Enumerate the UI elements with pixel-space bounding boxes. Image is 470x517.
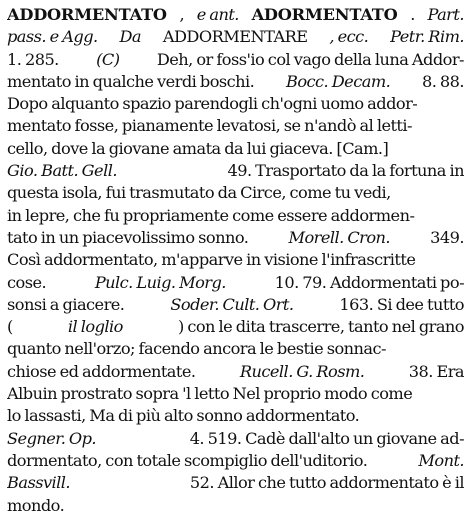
citation-or-gloss: Pulc. Luig. Morg. bbox=[94, 272, 226, 292]
citation-or-gloss: Bassvill. bbox=[7, 473, 71, 493]
text-segment: 4. 519. Cadè dall'alto un giovane ad- bbox=[189, 428, 464, 448]
entry-line bbox=[7, 26, 464, 48]
citation-or-gloss: Petr. Rim. bbox=[390, 27, 464, 47]
citation-or-gloss: Part. bbox=[427, 5, 464, 24]
entry-line bbox=[7, 138, 464, 160]
citation-or-gloss: Da bbox=[119, 27, 141, 47]
entry-line bbox=[7, 4, 464, 26]
text-segment: 8. 88. bbox=[421, 71, 464, 91]
citation-or-gloss: pass. e Agg. bbox=[7, 27, 98, 47]
citation-or-gloss: Bocc. Decam. bbox=[285, 71, 391, 91]
entry-line bbox=[7, 294, 464, 316]
entry-line bbox=[7, 316, 464, 338]
entry-line bbox=[7, 49, 464, 71]
entry-line bbox=[7, 227, 464, 249]
text-segment: 49. Trasportato da la fortuna in bbox=[227, 161, 464, 181]
entry-line bbox=[7, 450, 464, 472]
text-segment: lo lassasti, Ma di più alto sonno addormentato. bbox=[7, 406, 360, 426]
entry-line bbox=[7, 361, 464, 383]
entry-line bbox=[7, 205, 464, 227]
text-segment: , bbox=[179, 5, 185, 24]
citation-or-gloss: Soder. Cult. Ort. bbox=[170, 294, 294, 314]
text-segment: 52. Allor che tutto addormentato è il bbox=[189, 473, 464, 493]
text-segment: tato in un piacevolissimo sonno. bbox=[7, 227, 249, 247]
headword: ADORMENTATO bbox=[251, 5, 398, 24]
cross-reference: ADDORMENTARE bbox=[162, 27, 308, 47]
entry-line bbox=[7, 338, 464, 360]
entry-line bbox=[7, 495, 464, 517]
citation-or-gloss: Mont. bbox=[418, 450, 464, 470]
citation-or-gloss: Segner. Op. bbox=[7, 428, 97, 448]
citation-or-gloss: Morell. Cron. bbox=[288, 227, 391, 247]
text-segment: chiose ed addormentate. bbox=[7, 361, 196, 381]
text-segment: mentato in qualche verdi boschi. bbox=[7, 71, 255, 91]
text-segment: Dopo alquanto spazio parendogli ch'ogni uomo addor- bbox=[7, 94, 418, 114]
entry-line bbox=[7, 249, 464, 271]
text-segment: questa isola, fui trasmutato da Circe, come tu vedi, bbox=[7, 183, 391, 203]
text-segment: Così addormentato, m'apparve in visione l'infrascritte bbox=[7, 250, 416, 270]
entry-line bbox=[7, 93, 464, 115]
entry-line bbox=[7, 428, 464, 450]
text-segment: in lepre, che fu propriamente come essere addormen- bbox=[7, 205, 415, 225]
text-segment: cose. bbox=[7, 272, 47, 292]
citation-or-gloss: Gio. Batt. Gell. bbox=[7, 161, 117, 181]
entry-line bbox=[7, 115, 464, 137]
citation-or-gloss: , ecc. bbox=[329, 27, 369, 47]
entry-line bbox=[7, 383, 464, 405]
text-segment: Albuin prostrato sopra 'l letto Nel proprio modo come bbox=[7, 384, 413, 404]
citation-or-gloss: (C) bbox=[96, 49, 120, 69]
text-segment: ( bbox=[7, 317, 13, 337]
text-segment: . bbox=[410, 5, 415, 24]
text-segment: mentato fosse, pianamente levatosi, se n'andò al letti- bbox=[7, 116, 412, 136]
text-segment: mondo. bbox=[7, 495, 65, 515]
headword: ADDORMENTATO bbox=[7, 5, 167, 24]
text-segment: quanto nell'orzo; facendo ancora le bestie sonnac- bbox=[7, 339, 386, 359]
text-segment: ) con le dita trascerre, tanto nel grano bbox=[177, 317, 464, 337]
text-segment: 163. Si dee tutto bbox=[339, 294, 464, 314]
text-segment: 10. 79. Addormentati po- bbox=[274, 272, 464, 292]
citation-or-gloss: il loglio bbox=[67, 317, 123, 337]
text-segment: dormentato, con totale scompiglio dell'uditorio. bbox=[7, 450, 368, 470]
entry-line bbox=[7, 272, 464, 294]
text-segment: 38. Era bbox=[408, 361, 464, 381]
entry-line bbox=[7, 405, 464, 427]
text-segment: sonsi a giacere. bbox=[7, 294, 125, 314]
text-segment: cello, dove la giovane amata da lui giaceva. [Cam.] bbox=[7, 138, 389, 158]
entry-line bbox=[7, 472, 464, 494]
entry-line bbox=[7, 160, 464, 182]
entry-body bbox=[7, 4, 464, 517]
text-segment: Deh, or foss'io col vago della luna Addor- bbox=[156, 49, 464, 69]
citation-or-gloss: e ant. bbox=[196, 5, 239, 24]
text-segment: 1. 285. bbox=[7, 49, 59, 69]
entry-line bbox=[7, 182, 464, 204]
text-segment: 349. bbox=[430, 227, 464, 247]
citation-or-gloss: Rucell. G. Rosm. bbox=[239, 361, 365, 381]
entry-line bbox=[7, 71, 464, 93]
